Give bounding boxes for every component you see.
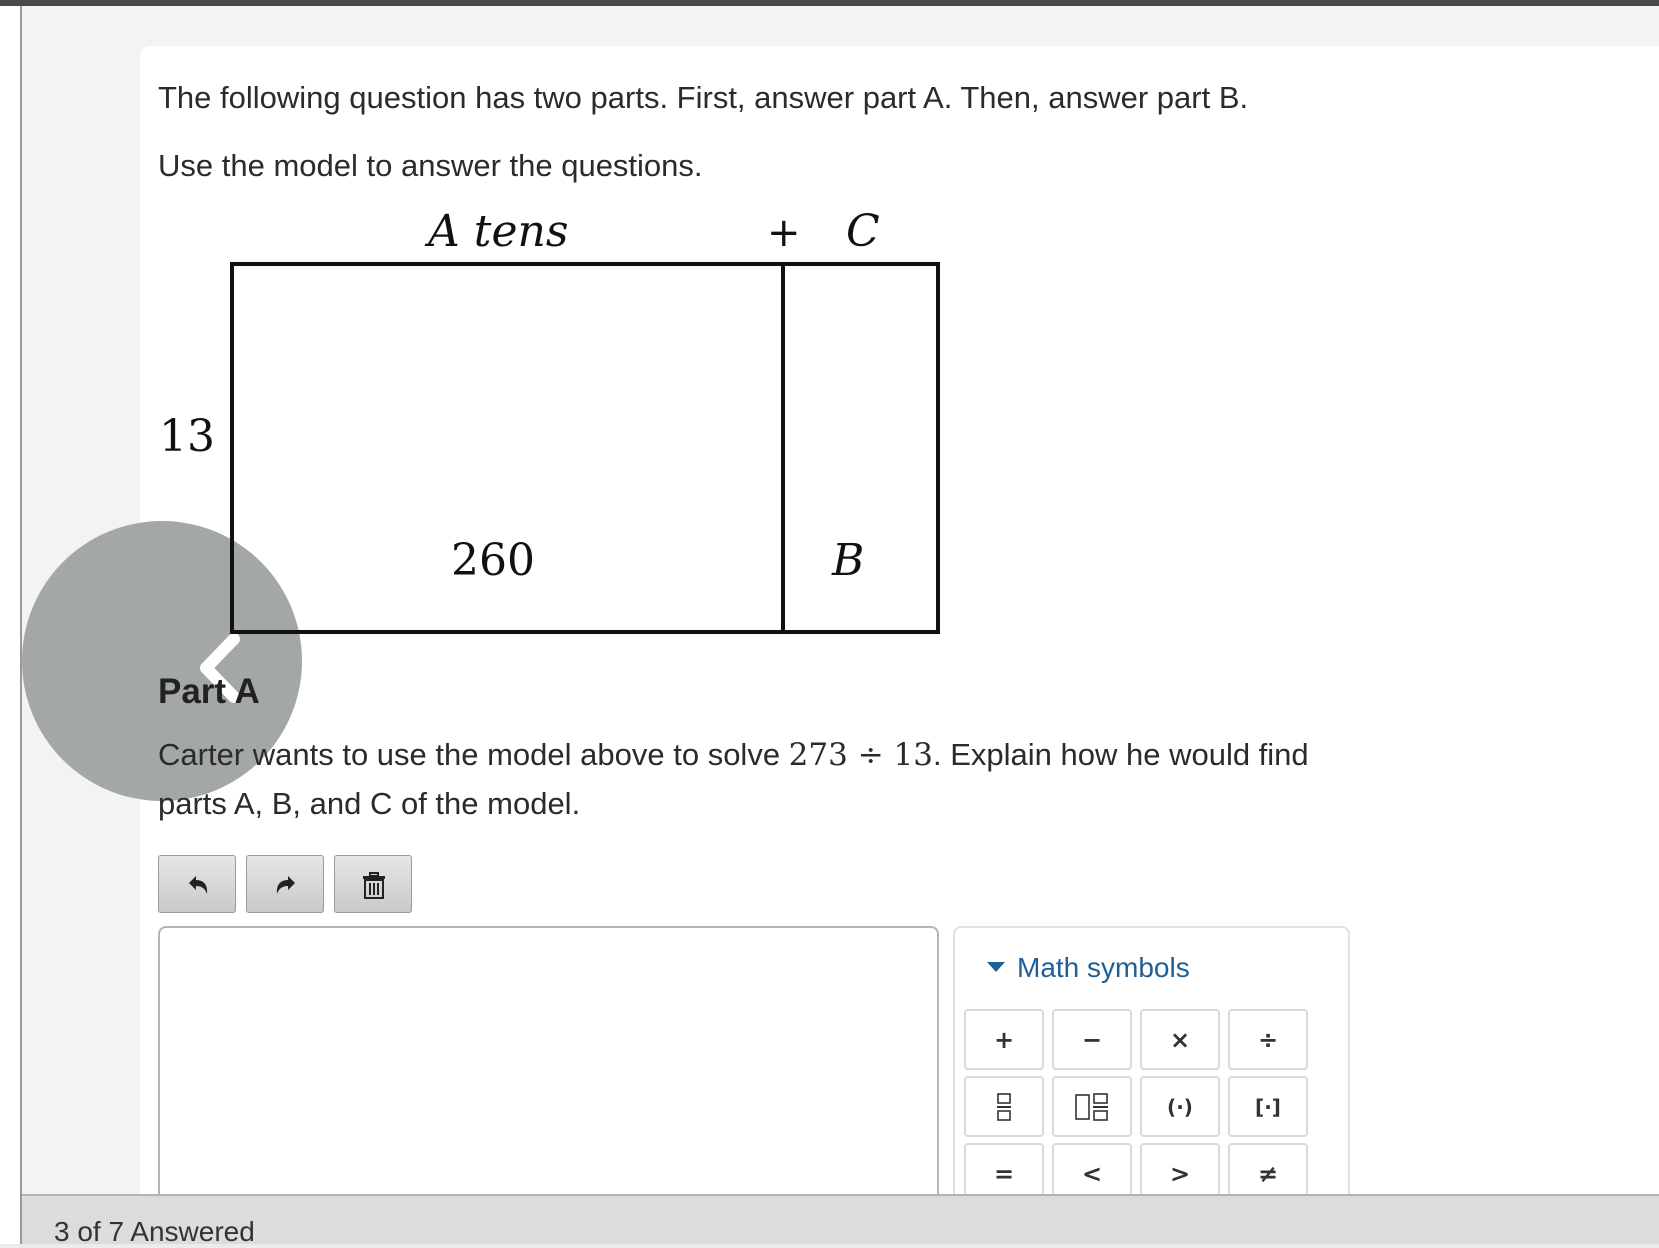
part-a-heading: Part A [158,672,260,711]
redo-button[interactable] [246,855,324,913]
label-b: B [832,535,865,586]
label-a-tens: A tens [428,206,569,257]
model-divider [781,262,785,634]
brackets-button[interactable]: [·] [1228,1076,1308,1137]
model-instruction-text: Use the model to answer the questions. [158,148,703,183]
symbol-minus-button[interactable]: − [1052,1009,1132,1070]
math-symbols-toggle[interactable]: Math symbols [987,952,1190,984]
parentheses-button[interactable]: (·) [1140,1076,1220,1137]
symbol-divide-button[interactable]: ÷ [1228,1009,1308,1070]
part-a-question: Carter wants to use the model above to solve 273 ÷ 13. Explain how he would find [158,737,1309,773]
math-symbols-panel [953,926,1350,1194]
instructions-text: The following question has two parts. First, answer part A. Then, answer part B. [158,80,1249,115]
label-c: C [846,206,880,257]
fraction-icon [996,1092,1012,1122]
trash-icon [361,872,387,900]
answered-count: 3 of 7 Answered [54,1216,255,1247]
label-260: 260 [451,535,535,586]
undo-icon [185,872,211,898]
redo-icon [273,872,299,898]
symbol-times-button[interactable]: × [1140,1009,1220,1070]
division-expression: 273 ÷ 13 [788,737,933,773]
symbol-not-equal-button[interactable]: ≠ [1228,1143,1308,1204]
symbol-greater-than-button[interactable]: > [1140,1143,1220,1204]
symbol-less-than-button[interactable]: < [1052,1143,1132,1204]
caret-down-icon [987,962,1005,972]
mixed-number-icon [1074,1092,1110,1122]
left-edge [0,6,22,1244]
label-plus: + [767,210,801,256]
mixed-number-button[interactable] [1052,1076,1132,1137]
delete-button[interactable] [334,855,412,913]
part-a-question-line2: parts A, B, and C of the model. [158,786,581,821]
symbol-equals-button[interactable]: = [964,1143,1044,1204]
answer-textarea[interactable] [158,926,939,1194]
fraction-button[interactable] [964,1076,1044,1137]
symbol-plus-button[interactable]: + [964,1009,1044,1070]
undo-button[interactable] [158,855,236,913]
status-footer [22,1194,1659,1247]
label-13: 13 [159,411,215,462]
